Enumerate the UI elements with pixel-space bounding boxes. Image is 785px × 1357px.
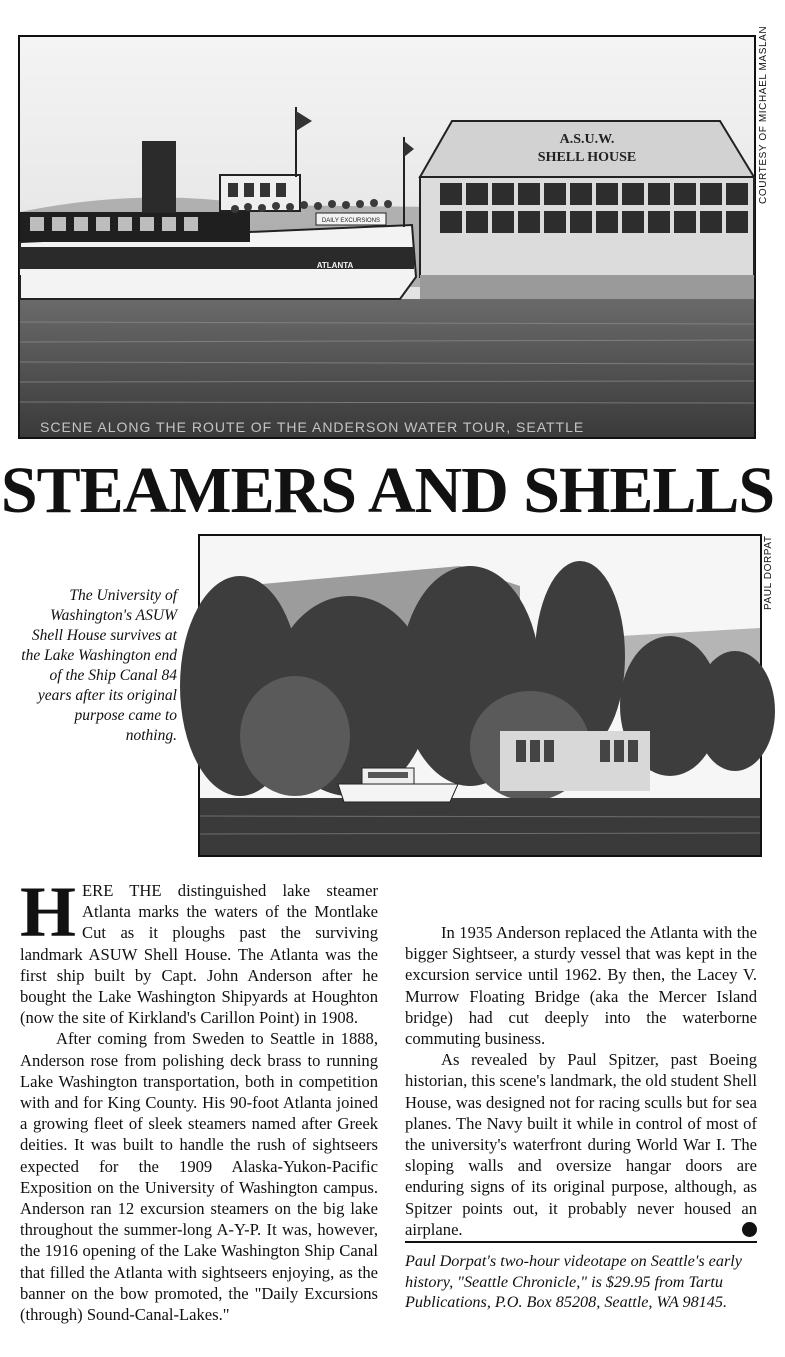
shell-house-sign-line1: A.S.U.W. — [559, 132, 615, 147]
photo-credit-top: COURTESY OF MICHAEL MASLAN — [758, 25, 769, 204]
shell-house-sign-line2: SHELL HOUSE — [537, 150, 637, 165]
end-mark-icon: P — [742, 1222, 757, 1237]
article-column-right — [405, 880, 785, 1240]
modern-photo — [198, 534, 762, 857]
article-paragraph-3: In 1935 Anderson replaced the Atlanta with the bigger Sightseer, a sturdy vessel that was kept in the excursion service until 1962. By then, the Lacey V. Murrow Floating Bridge (aka the Mercer Island bridge) had cut deeply into the waterborne commuting business. — [405, 923, 757, 1049]
headline: STEAMERS AND SHELLS — [0, 454, 775, 527]
promo-divider — [405, 1241, 757, 1243]
historical-photo-illustration — [20, 37, 754, 437]
postcard-caption: SCENE ALONG THE ROUTE OF THE ANDERSON WATER TOUR, SEATTLE — [40, 419, 585, 435]
modern-photo-illustration — [200, 536, 760, 855]
article-paragraph-4 — [405, 1049, 785, 1240]
promo-note: Paul Dorpat's two-hour videotape on Seattle's early history, "Seattle Chronicle," is $29.95 from Tartu Publications, P.O. Box 85208, Seattle, WA 98145. — [405, 1252, 742, 1311]
article-paragraph-1 — [20, 872, 378, 1028]
paragraph-4-text: As revealed by Paul Spitzer, past Boeing historian, this scene's landmark, the old student Shell House, was designed not for racing sculls but for sea planes. The Navy built it while in control of most of the university's waterfront during World War I. The sloping walls and oversize hangar doors are enduring signs of its original purpose, although, as Spitzer points out, it probably never housed an airplane. — [405, 1050, 757, 1239]
article-paragraph-2: After coming from Sweden to Seattle in 1888, Anderson rose from polishing deck brass to running Lake Washington transportation, both in competition with and for King County. His 90-foot Atlanta joined a growing fleet of sleek steamers named after Greek deities. It was built to handle the rush of sightseers expected for the 1909 Alaska-Yukon-Pacific Exposition on the University of Washington campus. Anderson ran 12 excursion steamers on the big lake throughout the summer-long A-Y-P. It was, however, the 1916 opening of the Lake Washington Ship Canal that filled the Atlanta with sightseers enjoying, as the banner on the bow promoted, the "Daily Excursions (through) Sound-Canal-Lakes." — [20, 1029, 378, 1325]
boat-name: ATLANTA — [316, 261, 354, 270]
historical-photo — [18, 35, 756, 439]
photo-caption: The University of Washington's ASUW Shell House survives at the Lake Washington end of the Ship Canal 84 years after its original purpose came to nothing. — [21, 587, 177, 744]
article-column-left — [20, 872, 378, 1325]
paragraph-1-text: ERE THE distinguished lake steamer Atlanta marks the waters of the Montlake Cut as it ploughs past the surviving landmark ASUW Shell House. The Atlanta was the first ship built by Capt. John Anderson after he bought the Lake Washington Shipyards at Houghton (now the site of Kirkland's Carillon Point) in 1908. — [20, 881, 378, 1028]
photo-credit-side: PAUL DORPAT — [763, 535, 774, 610]
drop-cap: H — [20, 872, 77, 952]
banner-text: DAILY EXCURSIONS — [321, 218, 381, 224]
